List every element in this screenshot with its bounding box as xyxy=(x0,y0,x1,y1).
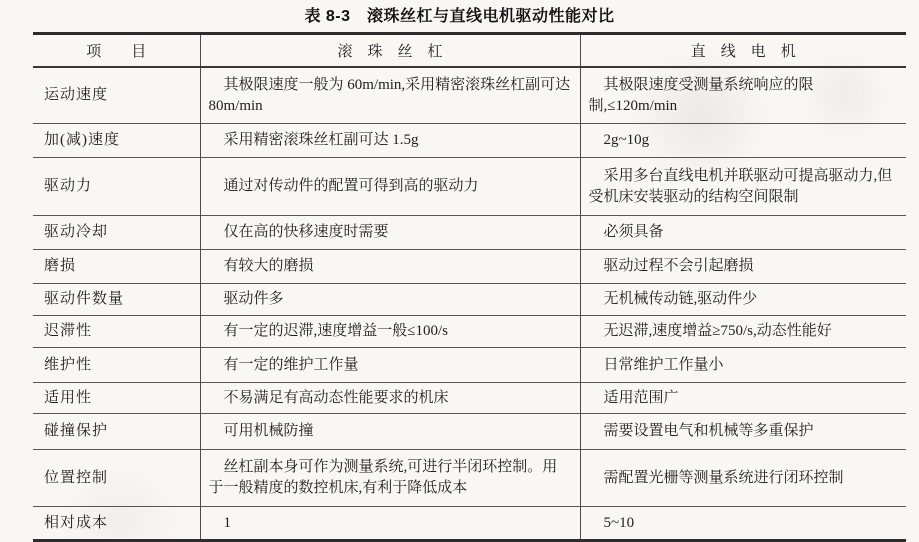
item-cell: 运动速度 xyxy=(33,67,200,124)
table-caption: 表 8-3 滚珠丝杠与直线电机驱动性能对比 xyxy=(304,8,615,25)
ball-screw-cell: 仅在高的快移速度时需要 xyxy=(200,216,580,250)
linear-motor-cell: 5~10 xyxy=(580,507,906,541)
item-cell: 迟滞性 xyxy=(33,316,200,348)
table-row xyxy=(33,316,906,348)
table-row xyxy=(33,124,906,158)
ball-screw-cell: 1 xyxy=(200,507,580,541)
linear-motor-cell: 其极限速度受测量系统响应的限制,≤120m/min xyxy=(580,67,906,124)
item-cell: 驱动力 xyxy=(33,158,200,216)
comparison-table xyxy=(33,32,906,542)
linear-motor-cell: 无迟滞,速度增益≥750/s,动态性能好 xyxy=(580,316,906,348)
ball-screw-cell: 有一定的迟滞,速度增益一般≤100/s xyxy=(200,316,580,348)
ball-screw-cell: 采用精密滚珠丝杠副可达 1.5g xyxy=(200,124,580,158)
linear-motor-cell: 无机械传动链,驱动件少 xyxy=(580,284,906,316)
ball-screw-cell: 通过对传动件的配置可得到高的驱动力 xyxy=(200,158,580,216)
linear-motor-cell: 必须具备 xyxy=(580,216,906,250)
item-cell: 驱动件数量 xyxy=(33,284,200,316)
linear-motor-cell: 2g~10g xyxy=(580,124,906,158)
linear-motor-cell: 采用多台直线电机并联驱动可提高驱动力,但受机床安装驱动的结构空间限制 xyxy=(580,158,906,216)
item-cell: 适用性 xyxy=(33,383,200,414)
item-cell: 磨损 xyxy=(33,250,200,284)
item-cell: 位置控制 xyxy=(33,450,200,507)
header-linear-motor: 直 线 电 机 xyxy=(580,34,906,68)
linear-motor-cell: 驱动过程不会引起磨损 xyxy=(580,250,906,284)
ball-screw-cell: 有较大的磨损 xyxy=(200,250,580,284)
table-row xyxy=(33,250,906,284)
table-row xyxy=(33,67,906,124)
table-row xyxy=(33,507,906,541)
item-cell: 相对成本 xyxy=(33,507,200,541)
item-cell: 碰撞保护 xyxy=(33,414,200,450)
ball-screw-cell: 丝杠副本身可作为测量系统,可进行半闭环控制。用于一般精度的数控机床,有利于降低成本 xyxy=(200,450,580,507)
ball-screw-cell: 驱动件多 xyxy=(200,284,580,316)
linear-motor-cell: 日常维护工作量小 xyxy=(580,348,906,383)
header-row xyxy=(33,34,906,68)
table-row xyxy=(33,450,906,507)
ball-screw-cell: 不易满足有高动态性能要求的机床 xyxy=(200,383,580,414)
item-cell: 维护性 xyxy=(33,348,200,383)
ball-screw-cell: 其极限速度一般为 60m/min,采用精密滚珠丝杠副可达 80m/min xyxy=(200,67,580,124)
table-row xyxy=(33,414,906,450)
table-row xyxy=(33,216,906,250)
item-cell: 加(减)速度 xyxy=(33,124,200,158)
table-row xyxy=(33,284,906,316)
item-cell: 驱动冷却 xyxy=(33,216,200,250)
header-ball-screw: 滚 珠 丝 杠 xyxy=(200,34,580,68)
linear-motor-cell: 需配置光栅等测量系统进行闭环控制 xyxy=(580,450,906,507)
linear-motor-cell: 适用范围广 xyxy=(580,383,906,414)
table-row xyxy=(33,383,906,414)
ball-screw-cell: 可用机械防撞 xyxy=(200,414,580,450)
ball-screw-cell: 有一定的维护工作量 xyxy=(200,348,580,383)
table-row xyxy=(33,348,906,383)
header-item: 项 目 xyxy=(33,34,200,68)
table-row xyxy=(33,158,906,216)
linear-motor-cell: 需要设置电气和机械等多重保护 xyxy=(580,414,906,450)
